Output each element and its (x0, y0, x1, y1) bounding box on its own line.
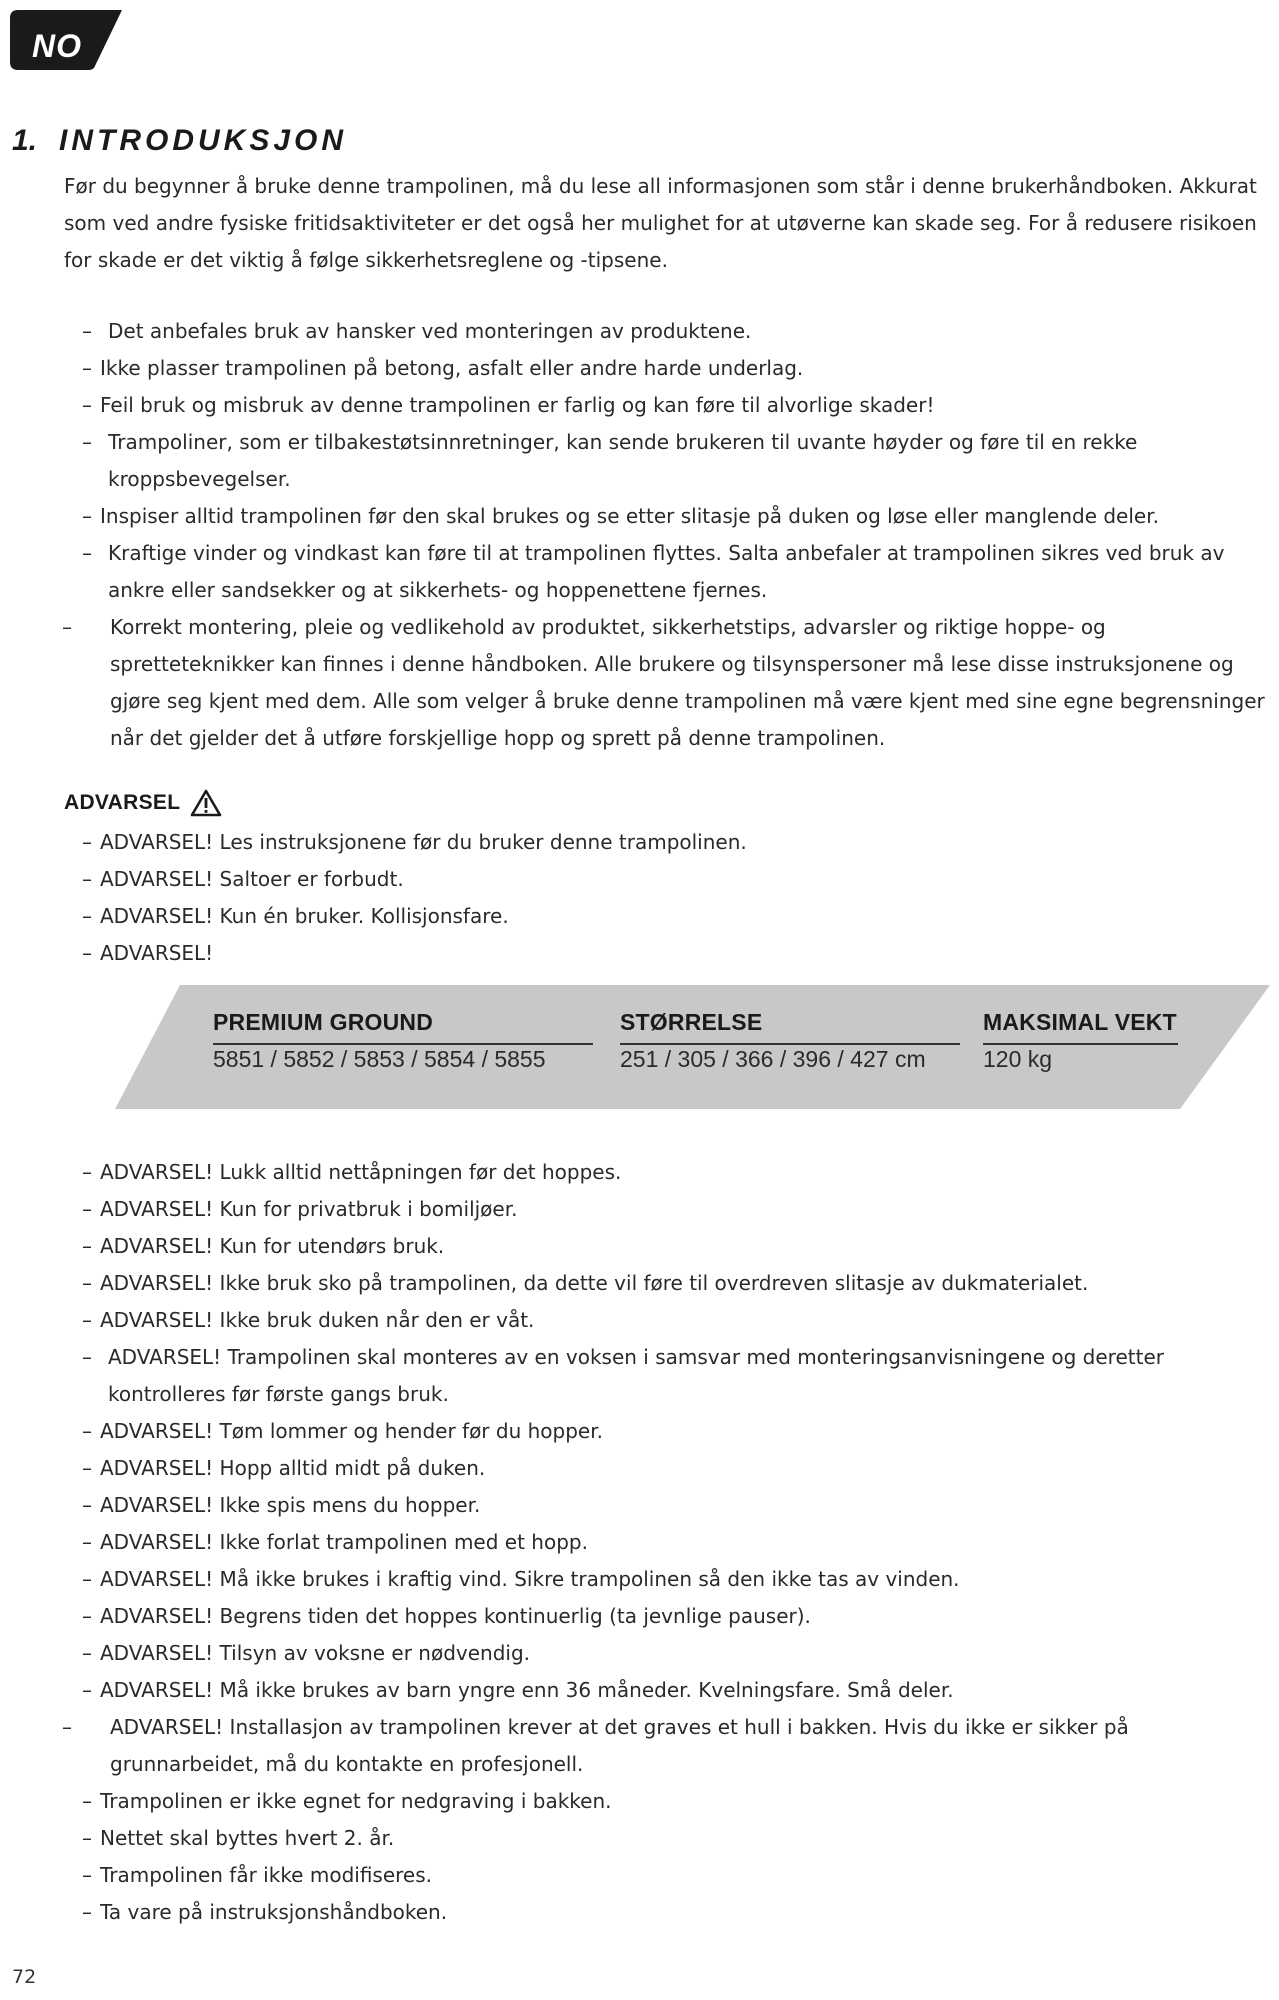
spec-value-size: 251 / 305 / 366 / 396 / 427 cm (620, 1046, 926, 1072)
page-number: 72 (12, 1966, 37, 1988)
list-item: – Nettet skal byttes hvert 2. år. (82, 1826, 395, 1850)
list-item: – ADVARSEL! Kun for privatbruk i bomiljøer. (82, 1197, 518, 1221)
list-item: – ADVARSEL! Må ikke brukes av barn yngre enn 36 måneder. Kvelningsfare. Små deler. (82, 1678, 954, 1702)
list-item: – ADVARSEL! Hopp alltid midt på duken. (82, 1456, 486, 1480)
warning-triangle-icon (190, 789, 222, 817)
spec-column-weight (983, 1009, 1177, 1073)
language-badge (10, 10, 122, 70)
safety-tips-list (62, 313, 1272, 757)
language-code: NO (32, 28, 82, 64)
spec-value-model: 5851 / 5852 / 5853 / 5854 / 5855 (213, 1046, 546, 1072)
list-item: – ADVARSEL! Tøm lommer og hender før du hopper. (82, 1419, 603, 1443)
spec-header-model: PREMIUM GROUND (213, 1009, 434, 1035)
list-item: – ADVARSEL! Må ikke brukes i kraftig vind. Sikre trampolinen så den ikke tas av vinden. (82, 1567, 960, 1591)
list-item: – ADVARSEL! Les instruksjonene før du bruker denne trampolinen. (82, 830, 747, 854)
warning-title: ADVARSEL (64, 789, 222, 817)
list-item: – Inspiser alltid trampolinen før den skal brukes og se etter slitasje på duken og løse eller manglende deler. (82, 504, 1159, 528)
list-item: – Det anbefales bruk av hansker ved monteringen av produktene. (82, 319, 752, 343)
list-item: – Feil bruk og misbruk av denne trampolinen er farlig og kan føre til alvorlige skader! (82, 393, 935, 417)
list-item: – Trampoliner, som er tilbakestøtsinnretninger, kan sende brukeren til uvante høyder og føre til en rekke kroppsbevegelser. (82, 430, 1138, 491)
list-item: – ADVARSEL! Installasjon av trampolinen krever at det graves et hull i bakken. Hvis du ikke er sikker på grunnarbeidet, må du kontakte en profesjonell. (62, 1715, 1129, 1776)
spec-header-rule (213, 1043, 593, 1045)
list-item: – Trampolinen får ikke modifiseres. (82, 1863, 433, 1887)
list-item: – ADVARSEL! (82, 941, 214, 965)
intro-paragraph: Før du begynner å bruke denne trampolinen, må du lese all informasjonen som står i denne brukerhåndboken. Akkurat som ved andre fysiske fritidsaktiviteter er det også her mulighet for at utøverne kan skade seg. For å redusere risikoen for skade er det viktig å følge sikkerhetsreglene og -tipsene. (64, 174, 1257, 272)
list-item: – Korrekt montering, pleie og vedlikehold av produktet, sikkerhetstips, advarsler og riktige hoppe- og spretteteknikker kan finnes i denne håndboken. Alle brukere og tilsynspersoner må lese disse instruksjonene og gjøre seg kjent med dem. Alle som velger å bruke denne trampolinen må være kjent med sine egne begrensninger når det gjelder det å utføre forskjellige hopp og sprett på denne trampolinen. (62, 615, 1265, 750)
spec-column-model (213, 1009, 546, 1073)
warnings-list-top (82, 824, 1272, 972)
section-number: 1. (12, 124, 38, 157)
list-item: – ADVARSEL! Ikke spis mens du hopper. (82, 1493, 481, 1517)
list-item: – ADVARSEL! Lukk alltid nettåpningen før det hoppes. (82, 1160, 622, 1184)
spec-header-weight: MAKSIMAL VEKT (983, 1009, 1177, 1035)
list-item: – ADVARSEL! Ikke forlat trampolinen med et hopp. (82, 1530, 588, 1554)
list-item: – ADVARSEL! Ikke bruk duken når den er våt. (82, 1308, 535, 1332)
spec-header-rule (983, 1043, 1178, 1045)
spec-value-weight: 120 kg (983, 1046, 1053, 1072)
list-item: – Kraftige vinder og vindkast kan føre til at trampolinen flyttes. Salta anbefaler at trampolinen sikres ved bruk av ankre eller sandsekker og at sikkerhets- og hoppenettene fjernes. (82, 541, 1225, 602)
list-item: – ADVARSEL! Kun én bruker. Kollisjonsfare. (82, 904, 509, 928)
list-item: – ADVARSEL! Ikke bruk sko på trampolinen, da dette vil føre til overdreven slitasje av dukmaterialet. (82, 1271, 1089, 1295)
section-title: INTRODUKSJON (59, 124, 348, 157)
spec-table (0, 985, 1279, 1109)
warnings-list-bottom (62, 1154, 1272, 1931)
list-item: – Ikke plasser trampolinen på betong, asfalt eller andre harde underlag. (82, 356, 804, 380)
list-item: – ADVARSEL! Saltoer er forbudt. (82, 867, 404, 891)
spec-column-size (620, 1009, 926, 1073)
list-item: – ADVARSEL! Tilsyn av voksne er nødvendig. (82, 1641, 531, 1665)
list-item: – ADVARSEL! Kun for utendørs bruk. (82, 1234, 445, 1258)
list-item: – Trampolinen er ikke egnet for nedgraving i bakken. (82, 1789, 612, 1813)
list-item: – Ta vare på instruksjonshåndboken. (82, 1900, 448, 1924)
section-heading (12, 124, 347, 158)
spec-header-rule (620, 1043, 960, 1045)
list-item: – ADVARSEL! Begrens tiden det hoppes kontinuerlig (ta jevnlige pauser). (82, 1604, 811, 1628)
list-item: – ADVARSEL! Trampolinen skal monteres av en voksen i samsvar med monteringsanvisningene og deretter kontrolleres før første gangs bruk. (82, 1345, 1164, 1406)
spec-header-size: STØRRELSE (620, 1009, 763, 1035)
